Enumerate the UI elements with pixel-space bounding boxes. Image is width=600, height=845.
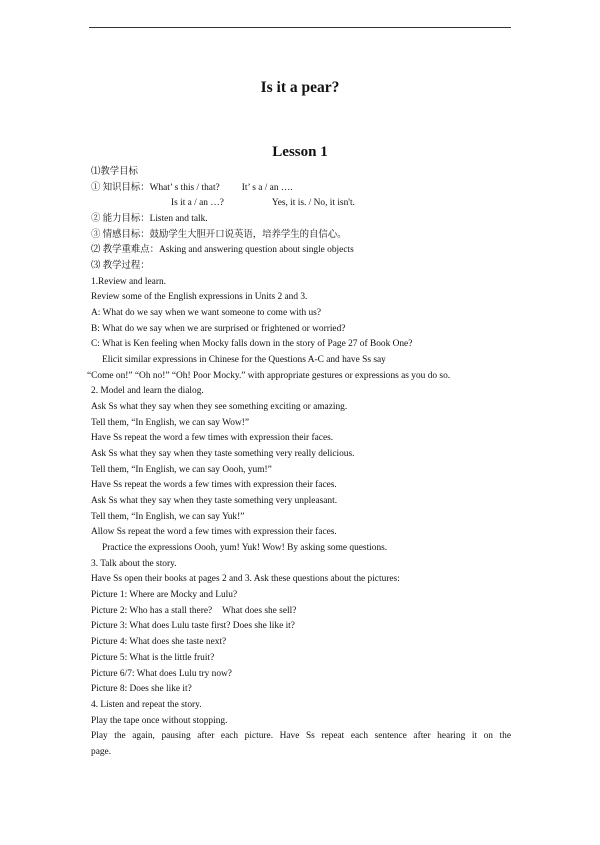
text-line: Practice the expressions Oooh, yum! Yuk! Wow! By asking some questions. (102, 543, 388, 554)
section-objectives: ⑴教学目标 (91, 167, 138, 177)
text-line: Review some of the English expressions in Units 2 and 3. (91, 292, 308, 303)
header-rule (89, 27, 511, 28)
picture-question-part: What does she sell? (222, 605, 297, 616)
picture-question: Picture 5: What is the little fruit? (91, 652, 215, 663)
lesson-body (87, 165, 511, 761)
text-line: Play the again, pausing after each picture. Have Ss repeat each sentence after hearing it on the (91, 731, 511, 742)
step-1-heading: 1.Review and learn. (91, 276, 166, 287)
text-line: Have Ss open their books at pages 2 and 3. Ask these questions about the pictures: (91, 574, 400, 585)
step-4-heading: 4. Listen and repeat the story. (91, 699, 202, 710)
text-line: Tell them, “In English, we can say Oooh, yum!” (91, 464, 272, 475)
emotion-objective: ③ 情感目标：鼓励学生大胆开口说英语，培养学生的自信心。 (91, 229, 347, 240)
text-line: Ask Ss what they say when they taste something very unpleasant. (91, 496, 338, 507)
picture-question-part: Picture 2: Who has a stall there? (91, 605, 213, 616)
question-b: B: What do we say when we are surprised or frightened or worried? (91, 323, 346, 334)
knowledge-objective-q2: Is it a / an …? (171, 198, 224, 209)
picture-question: Picture 1: Where are Mocky and Lulu? (91, 590, 238, 601)
text-line: Play the tape once without stopping. (91, 715, 228, 726)
text-line: Ask Ss what they say when they taste something very really delicious. (91, 449, 355, 460)
text-line: “Come on!” “Oh no!” “Oh! Poor Mocky.” with appropriate gestures or expressions as you do so. (87, 370, 451, 381)
picture-question: Picture 6/7: What does Lulu try now? (91, 668, 232, 679)
question-a: A: What do we say when we want someone to come with us? (91, 308, 321, 319)
text-line: Elicit similar expressions in Chinese for the Questions A-C and have Ss say (102, 355, 386, 366)
text-line: Tell them, “In English, we can say Yuk!” (91, 511, 245, 522)
section-procedure: ⑶ 教学过程： (91, 261, 150, 272)
knowledge-objective-q1: ① 知识目标：What’ s this / that? (91, 182, 220, 193)
knowledge-objective-a2: Yes, it is. / No, it isn't. (271, 198, 355, 209)
lesson-heading: Lesson 1 (272, 144, 328, 160)
step-3-heading: 3. Talk about the story. (91, 558, 177, 569)
question-c: C: What is Ken feeling when Mocky falls down in the story of Page 27 of Book One? (91, 339, 413, 350)
section-key-points: ⑵ 教学重难点：Asking and answering question about single objects (91, 245, 354, 256)
picture-question (91, 604, 511, 620)
text-line: page. (91, 746, 112, 757)
step-2-heading: 2. Model and learn the dialog. (91, 386, 204, 397)
text-line: Tell them, “In English, we can say Wow!” (91, 417, 250, 428)
text-line: Have Ss repeat the word a few times with expression their faces. (91, 433, 334, 444)
knowledge-objective-a1: It’ s a / an …. (241, 182, 293, 193)
picture-question: Picture 3: What does Lulu taste first? Does she like it? (91, 621, 295, 632)
knowledge-objective-2 (91, 196, 511, 212)
picture-question: Picture 4: What does she taste next? (91, 637, 227, 648)
picture-question: Picture 8: Does she like it? (91, 684, 192, 695)
text-line: Ask Ss what they say when they see something exciting or amazing. (91, 402, 348, 413)
text-line: Allow Ss repeat the word a few times with expression their faces. (91, 527, 337, 538)
ability-objective: ② 能力目标：Listen and talk. (91, 214, 208, 225)
document-title: Is it a pear? (260, 79, 340, 96)
text-line: Have Ss repeat the words a few times with expression their faces. (91, 480, 337, 491)
knowledge-objective (91, 181, 511, 197)
